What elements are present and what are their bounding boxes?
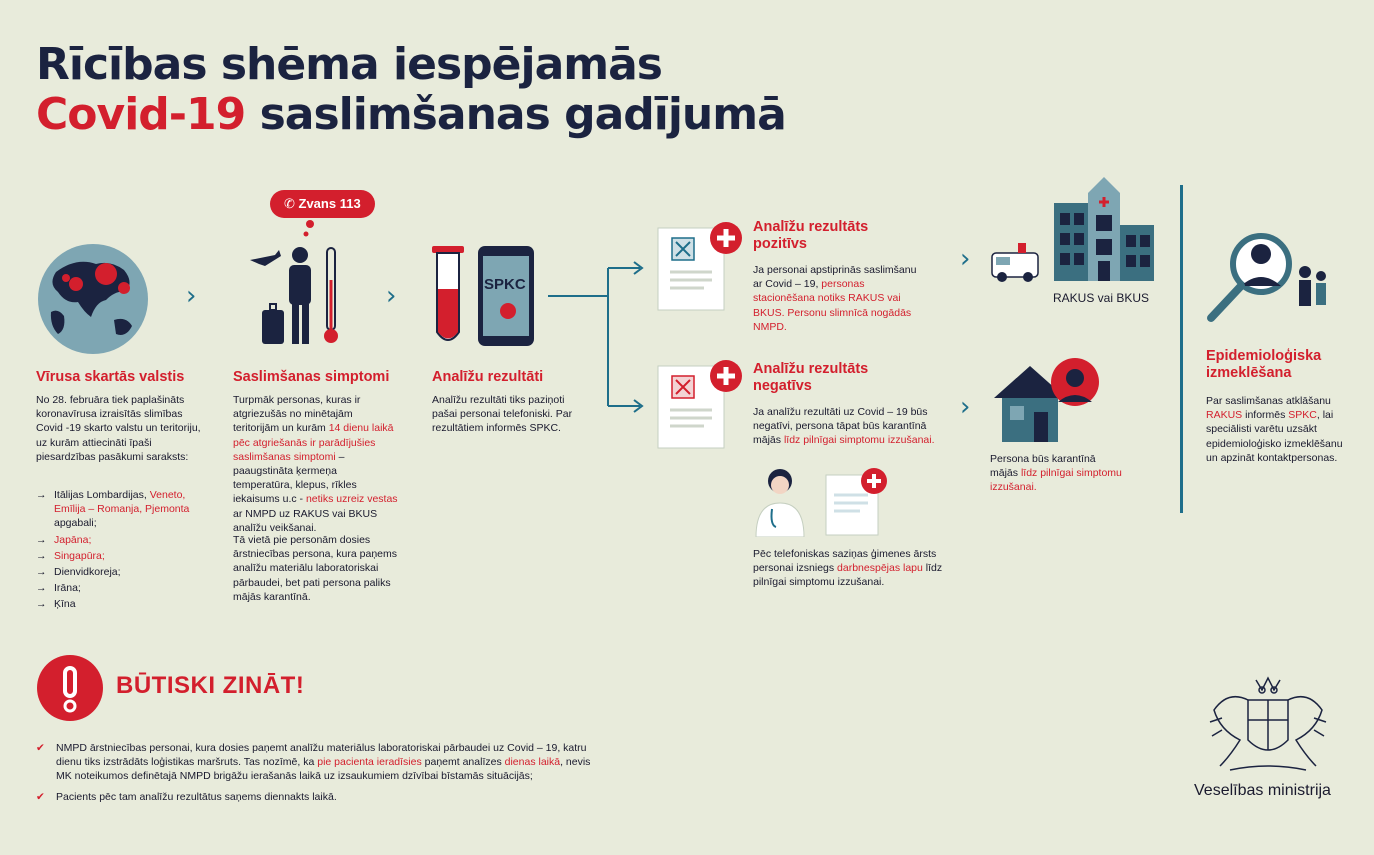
doctor-icon	[750, 465, 890, 537]
globe-icon	[36, 242, 150, 356]
epi-text: Par saslimšanas atklāšanu RAKUS informēs SPKC, lai speciālisti varētu uzsākt epidemioloģisko izmeklēšanu un apzināt kontaktpersonas.	[1206, 395, 1343, 464]
title-line-1: Rīcības shēma iespējamās	[36, 39, 662, 90]
page-title	[36, 40, 786, 140]
ministry-name: Veselības ministrija	[1194, 782, 1331, 799]
chevron-right-icon: ›	[386, 281, 397, 311]
thought-dots-icon	[300, 218, 320, 238]
positive-heading: Analīžu rezultāts pozitīvs	[753, 219, 869, 252]
list-item: → Ķīna	[36, 598, 76, 611]
col1-heading: Vīrusa skartās valstis	[36, 369, 185, 385]
list-item: → Dienvidkoreja;	[36, 566, 121, 579]
phone-icon: ✆	[284, 196, 299, 211]
title-covid: Covid-19	[36, 89, 246, 140]
branch-connector	[548, 260, 648, 420]
divider	[1180, 185, 1183, 513]
magnifier-investigation-icon	[1205, 228, 1335, 324]
list-item: → Irāna;	[36, 582, 81, 595]
traveller-icon	[245, 240, 345, 350]
positive-text: Ja personai apstiprinās saslimšanu ar Covid – 19, personas stacionēšana notiks RAKUS vai BKUS. Personu slimnīcā nogādās NMPD.	[753, 264, 917, 333]
warning-icon	[36, 654, 104, 722]
test-tube-icon	[430, 244, 540, 349]
chevron-right-icon: ›	[960, 392, 971, 422]
col3-heading: Analīžu rezultāti	[432, 369, 544, 385]
important-heading: BŪTISKI ZINĀT!	[116, 672, 305, 699]
doctor-text: Pēc telefoniskas saziņas ģimenes ārsts personai izsniegs darbnespējas lapu līdz pilnīgai simptomu izzušanai.	[753, 548, 943, 589]
list-item: → Japāna;	[36, 533, 92, 546]
list-item: ✔ NMPD ārstniecības personai, kura dosies paņemt analīžu materiālus laboratoriskai pārbaudei uz Covid – 19, katru dienu tiks izstrādāts loģistikas maršruts. Tas nozīmē, ka pie pacienta ieradīsies paņemt analīzes dienas laikā, nevis MK noteikumos definētajā NMPD brigāžu ierašanās laikā uz izsaukumiem dzīvībai bīstamās situācijās;	[36, 742, 591, 783]
col2-paragraph-1: Turpmāk personas, kuras ir atgriezušās no minētajām teritorijām un kurām 14 dienu laikā pēc atgriešanās ir parādījušies saslimšanas simptomi – paaugstināta ķermeņa temperatūra, klepus, rīkles iekaisums u.c - netiks uzreiz vestas ar NMPD uz RAKUS vai BKUS analīžu veikšanai.	[233, 394, 398, 534]
negative-heading: Analīžu rezultāts negatīvs	[753, 361, 869, 394]
important-notes	[36, 741, 606, 810]
hospital-label: RAKUS vai BKUS	[1053, 291, 1150, 305]
list-item: → Singapūra;	[36, 549, 105, 562]
title-line-2	[36, 90, 786, 140]
chevron-right-icon: ›	[960, 244, 971, 274]
col2-paragraph-2: Tā vietā pie personām dosies ārstniecības persona, kura paņems analīžu materiālu laboratoriskai pārbaudei, bet pati persona paliks mājās karantīnā.	[233, 534, 398, 603]
spkc-phone-label: SPKC	[484, 276, 526, 293]
epi-heading: Epidemioloģiska izmeklēšana	[1206, 348, 1322, 381]
title-rest: saslimšanas gadījumā	[245, 89, 786, 140]
check-icon: ✔	[36, 790, 45, 803]
check-icon: ✔	[36, 742, 45, 754]
home-quarantine-icon	[990, 358, 1102, 444]
chevron-right-icon: ›	[186, 281, 197, 311]
home-text: Persona būs karantīnā mājās līdz pilnīgai simptomu izzušanai.	[990, 453, 1122, 494]
col3-text: Analīžu rezultāti tiks paziņoti pašai personai telefoniski. Par rezultātiem informēs SPKC.	[432, 394, 573, 435]
col2-heading: Saslimšanas simptomi	[233, 369, 390, 385]
hospital-icon	[988, 175, 1158, 285]
col1-intro: No 28. februāra tiek paplašināts koronavīrusa izraisītās slimības Covid -19 skarto valstu un teritoriju, uz kurām attiecināti īpaši piesardzības pasākumi saraksts:	[36, 394, 201, 463]
positive-document-icon	[648, 222, 744, 314]
negative-text: Ja analīžu rezultāti uz Covid – 19 būs negatīvi, persona tāpat būs karantīnā mājās līdz pilnīgai simptomu izzušanai.	[753, 406, 935, 447]
country-list	[36, 488, 201, 614]
list-item: ✔ Pacients pēc tam analīžu rezultātus saņems diennakts laikā.	[36, 790, 337, 803]
list-item: → Itālijas Lombardijas, Veneto, Emīlija – Romanja, Pjemonta apgabali;	[36, 489, 190, 530]
call-113-badge: ✆ Zvans 113	[270, 190, 375, 218]
coat-of-arms-icon	[1200, 670, 1336, 778]
negative-document-icon	[648, 360, 744, 452]
